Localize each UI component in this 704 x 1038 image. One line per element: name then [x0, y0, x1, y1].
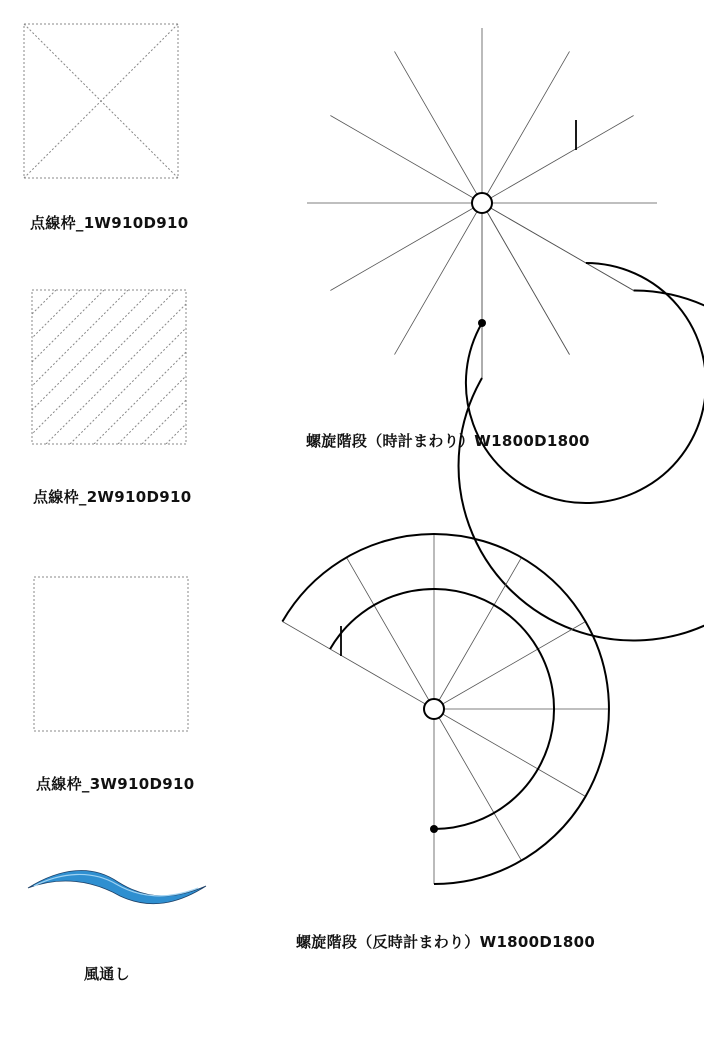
tread-line: [330, 116, 482, 204]
hatch-line: [70, 290, 224, 444]
spiral-stair-cw-label: 螺旋階段（時計まわり）W1800D1800: [306, 432, 590, 450]
start-dot: [478, 319, 486, 327]
spiral-stair-ccw-label: 螺旋階段（反時計まわり）W1800D1800: [296, 933, 596, 951]
hatch-line: [0, 290, 128, 444]
hatch-line: [0, 290, 152, 444]
tread-line: [482, 203, 634, 291]
hatch-line: [0, 290, 32, 444]
center-post: [472, 193, 492, 213]
hatch-line: [0, 290, 104, 444]
hatch-line: [0, 290, 80, 444]
spiral-stair-counterclockwise-symbol[interactable]: [282, 534, 609, 884]
tread-line: [395, 203, 483, 355]
tread-line: [347, 557, 435, 709]
dotted-frame-2-label: 点線枠_2W910D910: [33, 488, 192, 506]
hatch-lines: [0, 290, 320, 444]
ventilation-label: 風通し: [84, 965, 130, 983]
dotted-frame-3-symbol[interactable]: [34, 577, 188, 731]
tread-line: [434, 709, 522, 861]
tread-line: [482, 51, 570, 203]
dotted-frame-3-label: 点線枠_3W910D910: [36, 775, 195, 793]
hatch-line: [0, 290, 56, 444]
tread-line: [482, 203, 570, 355]
hatch-line: [22, 290, 176, 444]
dotted-frame-1-label: 点線枠_1W910D910: [30, 214, 189, 232]
walking-line: [466, 263, 704, 503]
hatch-line: [118, 290, 272, 444]
start-dot: [430, 825, 438, 833]
tread-line: [395, 51, 483, 203]
ventilation-wave-icon[interactable]: [28, 871, 206, 904]
center-post: [424, 699, 444, 719]
hatch-line: [94, 290, 248, 444]
tread-line: [330, 203, 482, 291]
tread-line: [482, 116, 634, 204]
hatch-line: [46, 290, 200, 444]
hatch-line: [166, 290, 320, 444]
tread-line: [434, 557, 522, 709]
hatch-line: [142, 290, 296, 444]
outer-edge: [459, 291, 704, 641]
dotted-frame-1-symbol[interactable]: [24, 24, 178, 178]
tread-line: [282, 622, 434, 710]
tread-line: [434, 709, 586, 797]
dotted-frame-2-symbol[interactable]: [0, 290, 320, 444]
tread-line: [434, 622, 586, 710]
